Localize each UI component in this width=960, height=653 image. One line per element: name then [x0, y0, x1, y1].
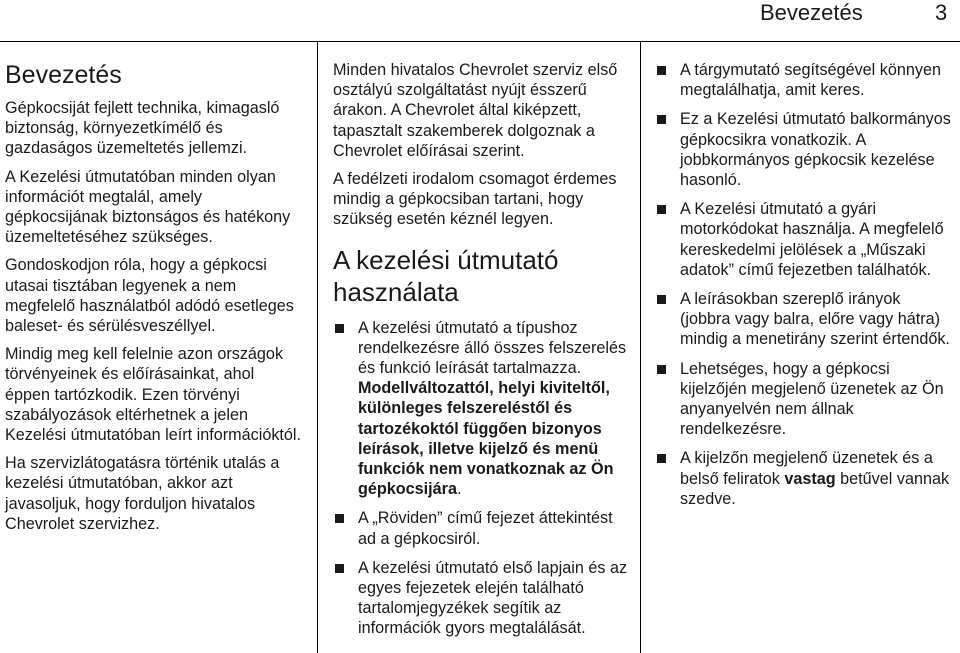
- bullet-text: Lehetséges, hogy a gépkocsi kijelzőjén megjelenő üzenetek az Ön anyanyelvén nem állnak rendelkezésre.: [680, 359, 944, 439]
- left-column: [5, 58, 301, 542]
- paragraph: Minden hivatalos Chevrolet szerviz első osztályú szolgáltatást nyújt ésszerű árakon. A Chevrolet által kiképzett, tapasztalt szakemberek dolgoznak a Chevrolet előírásai szerint.: [333, 61, 618, 160]
- bullet-square-icon: [335, 564, 344, 573]
- bullet-list: [655, 60, 955, 509]
- bullet-bold-text: Modellváltozattól, helyi kiviteltől, különleges felszereléstől és tartozékoktól függően bizonyos leírások, illetve kijelző és menü funkciók nem vonatkoznak az Ön gépkocsijára: [358, 379, 614, 499]
- bullet-text: Ez a Kezelési útmutató balkormányos gépkocsikra vonatkozik. A jobbkormányos gépkocsik kezelése hasonló.: [680, 110, 951, 190]
- bullet-text-end: betűvel vannak szedve.: [680, 469, 950, 508]
- bullet-text-end: .: [456, 480, 462, 499]
- bullet-item: [655, 199, 955, 280]
- paragraph: Mindig meg kell felelnie azon országok törvényeinek és előírásainkat, ahol éppen tartózkodik. Ezen törvényi szabályozások eltérhetnek a jelen Kezelési útmutatóban leírt információktól.: [5, 345, 302, 445]
- bullet-square-icon: [335, 514, 344, 523]
- subsection-heading: A kezelési útmutató használata: [333, 244, 559, 307]
- bullet-text: A kezelési útmutató első lapjain és az egyes fejezetek elején található tartalomjegyzékek segítik az információk gyors megtalálását.: [358, 558, 628, 638]
- bullet-list: [333, 318, 629, 639]
- bullet-square-icon: [657, 66, 666, 75]
- bullet-square-icon: [335, 324, 344, 333]
- right-column: [655, 60, 955, 518]
- running-header-title: Bevezetés: [760, 0, 863, 25]
- bullet-item: [655, 60, 955, 100]
- bullet-item: [655, 448, 955, 509]
- column-divider-1: [317, 42, 318, 653]
- paragraph: A Kezelési útmutatóban minden olyan információt megtalál, amely gépkocsijának biztonságos és hatékony üzemeltetéséhez szükséges.: [5, 167, 291, 247]
- paragraph: Gondoskodjon róla, hogy a gépkocsi utasai tisztában legyenek a nem megfelelő használatból adódó esetleges baleset- és sérülésveszéllyel.: [5, 256, 294, 336]
- bullet-text: A kijelzőn megjelenő üzenetek és a belső feliratok: [680, 449, 933, 488]
- bullet-square-icon: [657, 454, 666, 463]
- bullet-square-icon: [657, 205, 666, 214]
- bullet-item: [655, 289, 955, 350]
- header-divider: [0, 41, 960, 42]
- paragraph: Ha szervizlátogatásra történik utalás a kezelési útmutatóban, akkor azt javasoljuk, hogy forduljon hivatalos Chevrolet szervizhez.: [5, 454, 280, 533]
- section-heading: Bevezetés: [5, 61, 122, 89]
- bullet-text: A „Röviden” című fejezet áttekintést ad a gépkocsiról.: [358, 509, 613, 548]
- bullet-item: [655, 359, 955, 440]
- bullet-text: A tárgymutató segítségével könnyen megtalálhatja, amit keres.: [680, 61, 941, 100]
- bullet-item: [333, 508, 629, 548]
- bullet-square-icon: [657, 295, 666, 304]
- bullet-square-icon: [657, 115, 666, 124]
- page-number: 3: [935, 0, 948, 25]
- paragraph: Gépkocsiját fejlett technika, kimagasló biztonság, környezetkímélő és gazdaságos üzemeltetés jellemzi.: [5, 99, 280, 158]
- bullet-item: [333, 558, 629, 639]
- bullet-text: A kezelési útmutató a típushoz rendelkezésre álló összes felszerelés és funkció leírását tartalmazza.: [358, 318, 627, 378]
- bullet-text: A leírásokban szereplő irányok (jobbra vagy balra, előre vagy hátra) mindig a menetirány szerint értendők.: [680, 290, 950, 349]
- bullet-item: [655, 109, 955, 190]
- column-divider-2: [640, 42, 641, 653]
- middle-column: [333, 60, 629, 648]
- bullet-bold-text: vastag: [784, 469, 836, 488]
- bullet-item: [333, 318, 629, 500]
- bullet-text: A Kezelési útmutató a gyári motorkódokat használja. A megfelelő kereskedelmi jelölések a „Műszaki adatok” című fejezetben találhatók.: [680, 200, 944, 279]
- bullet-square-icon: [657, 365, 666, 374]
- paragraph: A fedélzeti irodalom csomagot érdemes mindig a gépkocsiban tartani, hogy szükség esetén kéznél legyen.: [333, 170, 617, 229]
